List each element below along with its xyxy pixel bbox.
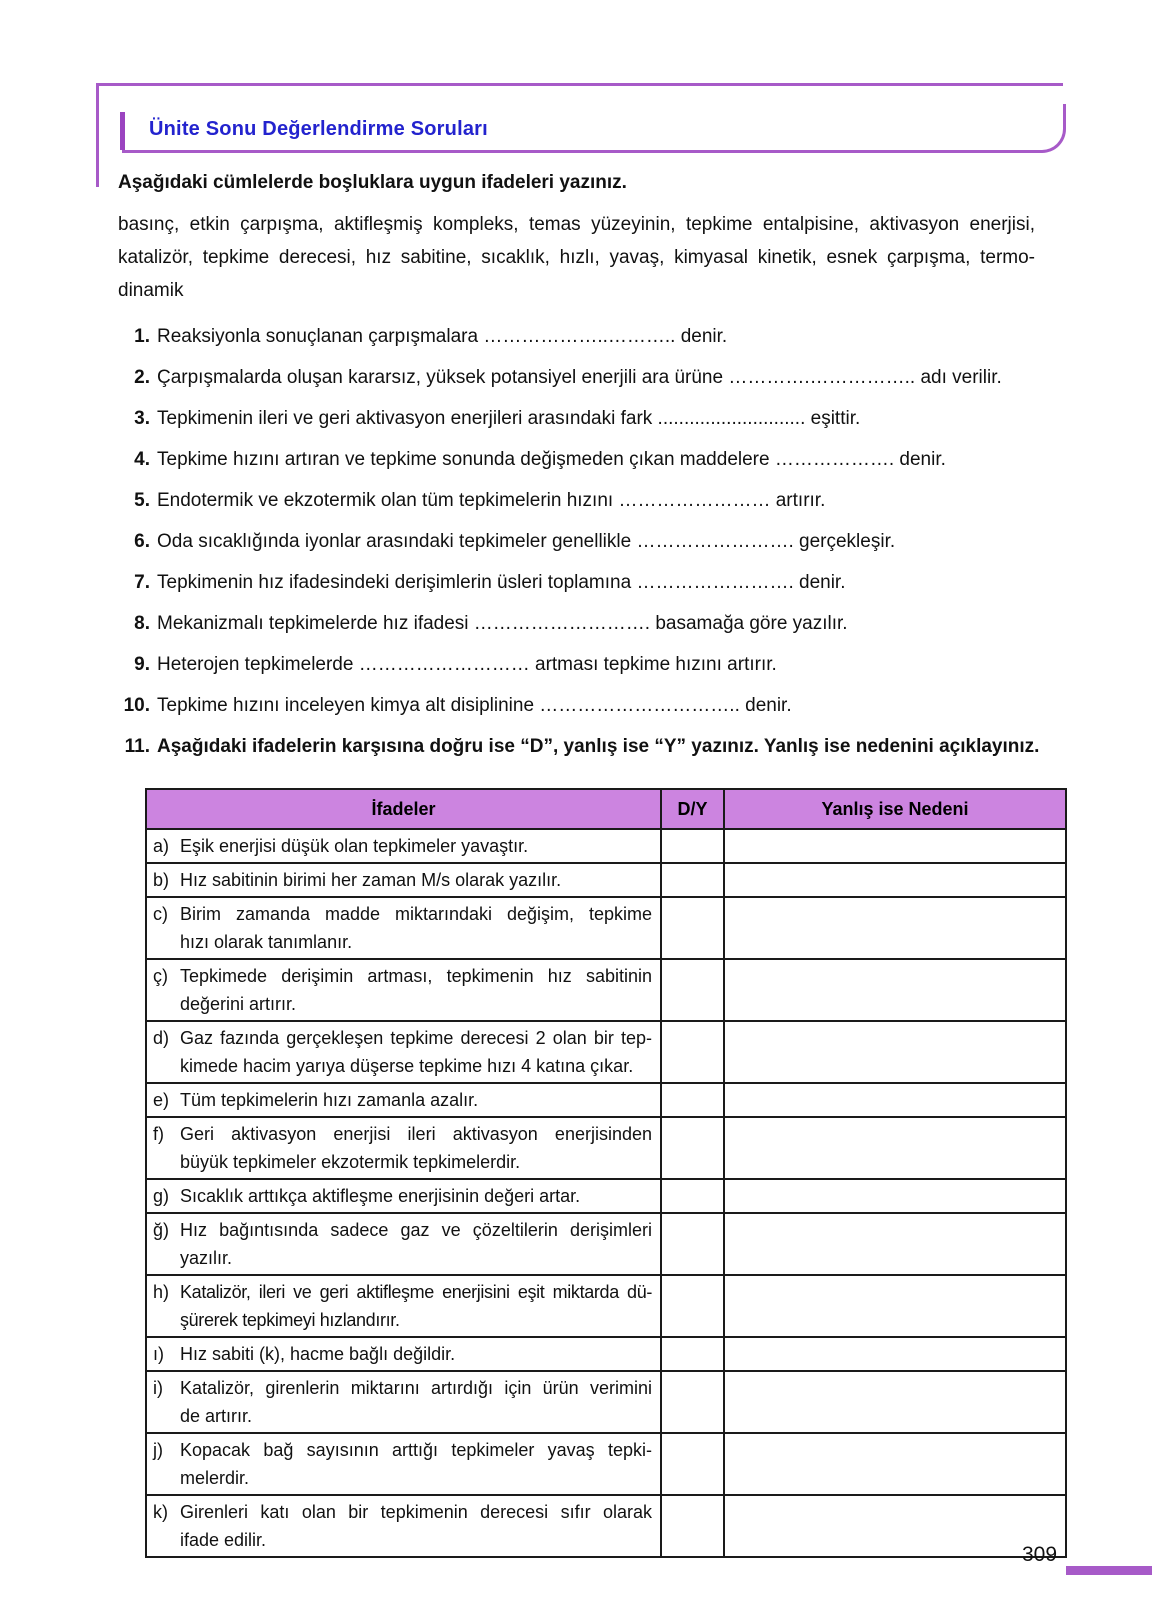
table-row [146, 1275, 1066, 1337]
question-number: 8. [134, 613, 150, 634]
table-header-reason: Yanlış ise Nedeni [724, 789, 1066, 829]
dy-cell [661, 1083, 724, 1117]
question-item [118, 487, 1035, 514]
reason-cell [724, 1275, 1066, 1337]
table-header-dy: D/Y [661, 789, 724, 829]
question-text: Tepkimenin hız ifadesindeki derişimlerin üsleri toplamına ……………………. denir. [157, 572, 846, 593]
row-label: h) [153, 1282, 170, 1302]
row-label: e) [153, 1090, 170, 1110]
row-label: f) [153, 1124, 164, 1144]
table-row [146, 1117, 1066, 1179]
reason-cell [724, 1337, 1066, 1371]
statement-text: Gaz fazında gerçekleşen tepkime derecesi 2 olan bir tep- kimede hacim yarıya düşerse tepkime hızı 4 katına çıkar. [180, 1028, 652, 1076]
table-header-statements: İfadeler [146, 789, 661, 829]
question-text: Tepkime hızını artıran ve tepkime sonunda değişmeden çıkan maddelere ………………. denir. [157, 449, 946, 470]
question-number: 4. [134, 449, 150, 470]
statement-text: Hız sabitinin birimi her zaman M/s olarak yazılır. [180, 870, 562, 890]
question-number: 9. [134, 654, 150, 675]
question-item [118, 405, 1035, 432]
dy-cell [661, 1371, 724, 1433]
reason-cell [724, 1371, 1066, 1433]
row-label: ç) [153, 966, 168, 986]
question-item [118, 323, 1035, 350]
row-label: ı) [153, 1344, 164, 1364]
question-text: Mekanizmalı tepkimelerde hız ifadesi ………………………. basamağa göre yazılır. [157, 613, 848, 634]
question-number: 1. [134, 326, 150, 347]
question-list [118, 323, 1040, 760]
row-label: d) [153, 1028, 170, 1048]
row-label: c) [153, 904, 168, 924]
dy-cell [661, 1117, 724, 1179]
page-content [118, 172, 1040, 1558]
dy-cell [661, 1021, 724, 1083]
dy-cell [661, 829, 724, 863]
statements-table [145, 788, 1067, 1558]
question-item [118, 528, 1035, 555]
word-bank-line: dinamik [118, 280, 184, 301]
dy-cell [661, 1179, 724, 1213]
reason-cell [724, 897, 1066, 959]
statement-text: Geri aktivasyon enerjisi ileri aktivasyon enerjisinden büyük tepkimeler ekzotermik tepkimelerdir. [180, 1124, 652, 1172]
statement-text: Birim zamanda madde miktarındaki değişim, tepkime hızı olarak tanımlanır. [180, 904, 652, 952]
reason-cell [724, 959, 1066, 1021]
question-text: Tepkime hızını inceleyen kimya alt disiplinine ………………………….. denir. [157, 695, 792, 716]
table-row [146, 959, 1066, 1021]
word-bank-line: katalizör, tepkime derecesi, hız sabitine, sıcaklık, hızlı, yavaş, kimyasal kinetik, esnek çarpışma, termo- [118, 247, 1035, 268]
question-item [118, 446, 1035, 473]
question-number: 10. [123, 695, 150, 716]
dy-cell [661, 1337, 724, 1371]
dy-cell [661, 1213, 724, 1275]
statement-text: Kopacak bağ sayısının arttığı tepkimeler yavaş tepki- melerdir. [180, 1440, 652, 1488]
question-number: 3. [134, 408, 150, 429]
footer-accent-bar [1066, 1566, 1152, 1575]
reason-cell [724, 1021, 1066, 1083]
word-bank [118, 208, 1035, 307]
table-row [146, 1337, 1066, 1371]
header-left-accent-line [96, 83, 99, 187]
question-number: 6. [134, 531, 150, 552]
row-label: j) [153, 1440, 163, 1460]
statement-text: Katalizör, girenlerin miktarını artırdığı için ürün verimini de artırır. [180, 1378, 652, 1426]
reason-cell [724, 829, 1066, 863]
page-title: Ünite Sonu Değerlendirme Soruları [149, 118, 488, 140]
question-item-11 [118, 733, 1040, 760]
row-label: i) [153, 1378, 163, 1398]
reason-cell [724, 1083, 1066, 1117]
statement-text: Tepkimede derişimin artması, tepkimenin hız sabitinin değerini artırır. [180, 966, 652, 1014]
question-text: Tepkimenin ileri ve geri aktivasyon enerjileri arasındaki fark ............................ eşittir. [157, 408, 861, 429]
question-text: Aşağıdaki ifadelerin karşısına doğru ise “D”, yanlış ise “Y” yazınız. Yanlış ise nedenini açıklayınız. [157, 736, 1040, 757]
fill-in-instruction: Aşağıdaki cümlelerde boşluklara uygun ifadeleri yazınız. [118, 172, 627, 193]
question-text: Heterojen tepkimelerde ……………………… artması tepkime hızını artırır. [157, 654, 777, 675]
question-item [118, 610, 1035, 637]
table-row [146, 829, 1066, 863]
dy-cell [661, 1433, 724, 1495]
table-header-row [146, 789, 1066, 829]
table-row [146, 1495, 1066, 1557]
statement-text: Girenleri katı olan bir tepkimenin derecesi sıfır olarak ifade edilir. [180, 1502, 652, 1550]
question-number: 11. [124, 736, 150, 757]
table-row [146, 863, 1066, 897]
statement-text: Hız bağıntısında sadece gaz ve çözeltilerin derişimleri yazılır. [180, 1220, 652, 1268]
row-label: b) [153, 870, 170, 890]
question-text: Oda sıcaklığında iyonlar arasındaki tepkimeler genellikle ……………………. gerçekleşir. [157, 531, 896, 552]
table-row [146, 1433, 1066, 1495]
word-bank-line: basınç, etkin çarpışma, aktifleşmiş kompleks, temas yüzeyinin, tepkime entalpisine, aktivasyon enerjisi, [118, 214, 1035, 235]
reason-cell [724, 1213, 1066, 1275]
question-item [118, 569, 1035, 596]
dy-cell [661, 863, 724, 897]
table-row [146, 1213, 1066, 1275]
question-number: 5. [134, 490, 150, 511]
statement-text: Eşik enerjisi düşük olan tepkimeler yavaştır. [180, 836, 529, 856]
reason-cell [724, 1179, 1066, 1213]
statement-text: Katalizör, ileri ve geri aktifleşme enerjisini eşit miktarda dü- şürerek tepkimeyi hızlandırır. [180, 1282, 652, 1330]
dy-cell [661, 959, 724, 1021]
table-row [146, 1021, 1066, 1083]
question-text: Reaksiyonla sonuçlanan çarpışmalara ………………..……….. denir. [157, 326, 728, 347]
reason-cell [724, 1117, 1066, 1179]
table-row [146, 1179, 1066, 1213]
row-label: g) [153, 1186, 170, 1206]
question-number: 2. [134, 367, 150, 388]
row-label: ğ) [153, 1220, 170, 1240]
statement-text: Tüm tepkimelerin hızı zamanla azalır. [180, 1090, 479, 1110]
row-label: a) [153, 836, 170, 856]
dy-cell [661, 1275, 724, 1337]
table-row [146, 1083, 1066, 1117]
question-text: Endotermik ve ekzotermik olan tüm tepkimelerin hızını …………………… artırır. [157, 490, 826, 511]
row-label: k) [153, 1502, 168, 1522]
question-text: Çarpışmalarda oluşan kararsız, yüksek potansiyel enerjili ara ürüne ………….…………….. adı verilir. [157, 367, 1002, 388]
dy-cell [661, 897, 724, 959]
statement-text: Hız sabiti (k), hacme bağlı değildir. [180, 1344, 456, 1364]
page-number: 309 [1022, 1543, 1058, 1566]
question-item [118, 692, 1035, 719]
reason-cell [724, 1433, 1066, 1495]
statement-text: Sıcaklık arttıkça aktifleşme enerjisinin değeri artar. [180, 1186, 581, 1206]
question-item [118, 364, 1035, 391]
table-row [146, 1371, 1066, 1433]
question-item [118, 651, 1035, 678]
question-number: 7. [134, 572, 150, 593]
header-top-accent-line [96, 83, 1063, 86]
dy-cell [661, 1495, 724, 1557]
reason-cell [724, 863, 1066, 897]
reason-cell [724, 1495, 1066, 1557]
header-title-tick [120, 112, 125, 150]
table-row [146, 897, 1066, 959]
